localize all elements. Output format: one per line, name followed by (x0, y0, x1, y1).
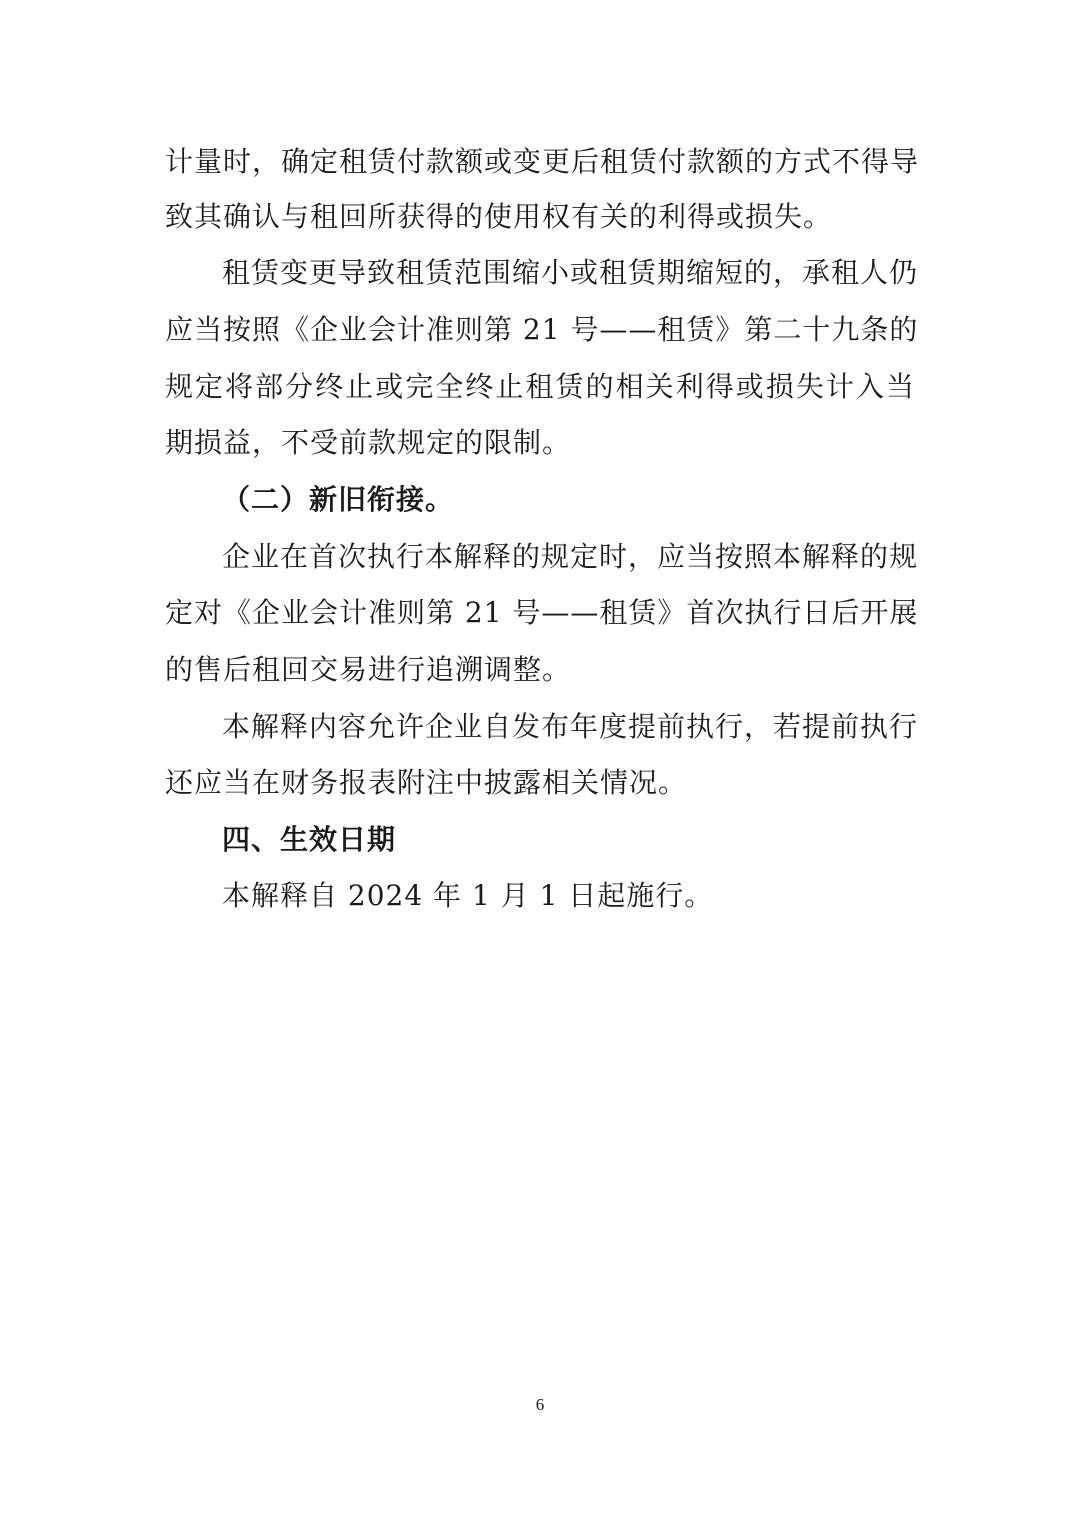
body-text-line: 的售后租回交易进行追溯调整。 (165, 653, 572, 686)
body-text-line: 规定将部分终止或完全终止租赁的相关利得或损失计入当 (165, 370, 915, 403)
body-text-line: 致其确认与租回所获得的使用权有关的利得或损失。 (165, 200, 833, 233)
section-heading: 四、生效日期 (222, 823, 397, 856)
body-text-line: 还应当在财务报表附注中披露相关情况。 (165, 766, 688, 799)
body-text-line: 计量时，确定租赁付款额或变更后租赁付款额的方式不得导 (165, 145, 920, 178)
page-number: 6 (535, 1395, 545, 1414)
body-text-line: 期损益，不受前款规定的限制。 (165, 426, 572, 459)
body-text-line: 定对《企业会计准则第 21 号——租赁》首次执行日后开展 (165, 596, 919, 629)
body-text-line: 应当按照《企业会计准则第 21 号——租赁》第二十九条的 (165, 313, 919, 346)
paragraph-first-line: 租赁变更导致租赁范围缩小或租赁期缩短的，承租人仍 (222, 256, 919, 289)
subsection-heading: （二）新旧衔接。 (222, 483, 455, 516)
paragraph-first-line: 本解释自 2024 年 1 月 1 日起施行。 (222, 879, 714, 912)
paragraph-first-line: 企业在首次执行本解释的规定时，应当按照本解释的规 (222, 540, 919, 573)
paragraph-first-line: 本解释内容允许企业自发布年度提前执行，若提前执行 (222, 710, 919, 743)
